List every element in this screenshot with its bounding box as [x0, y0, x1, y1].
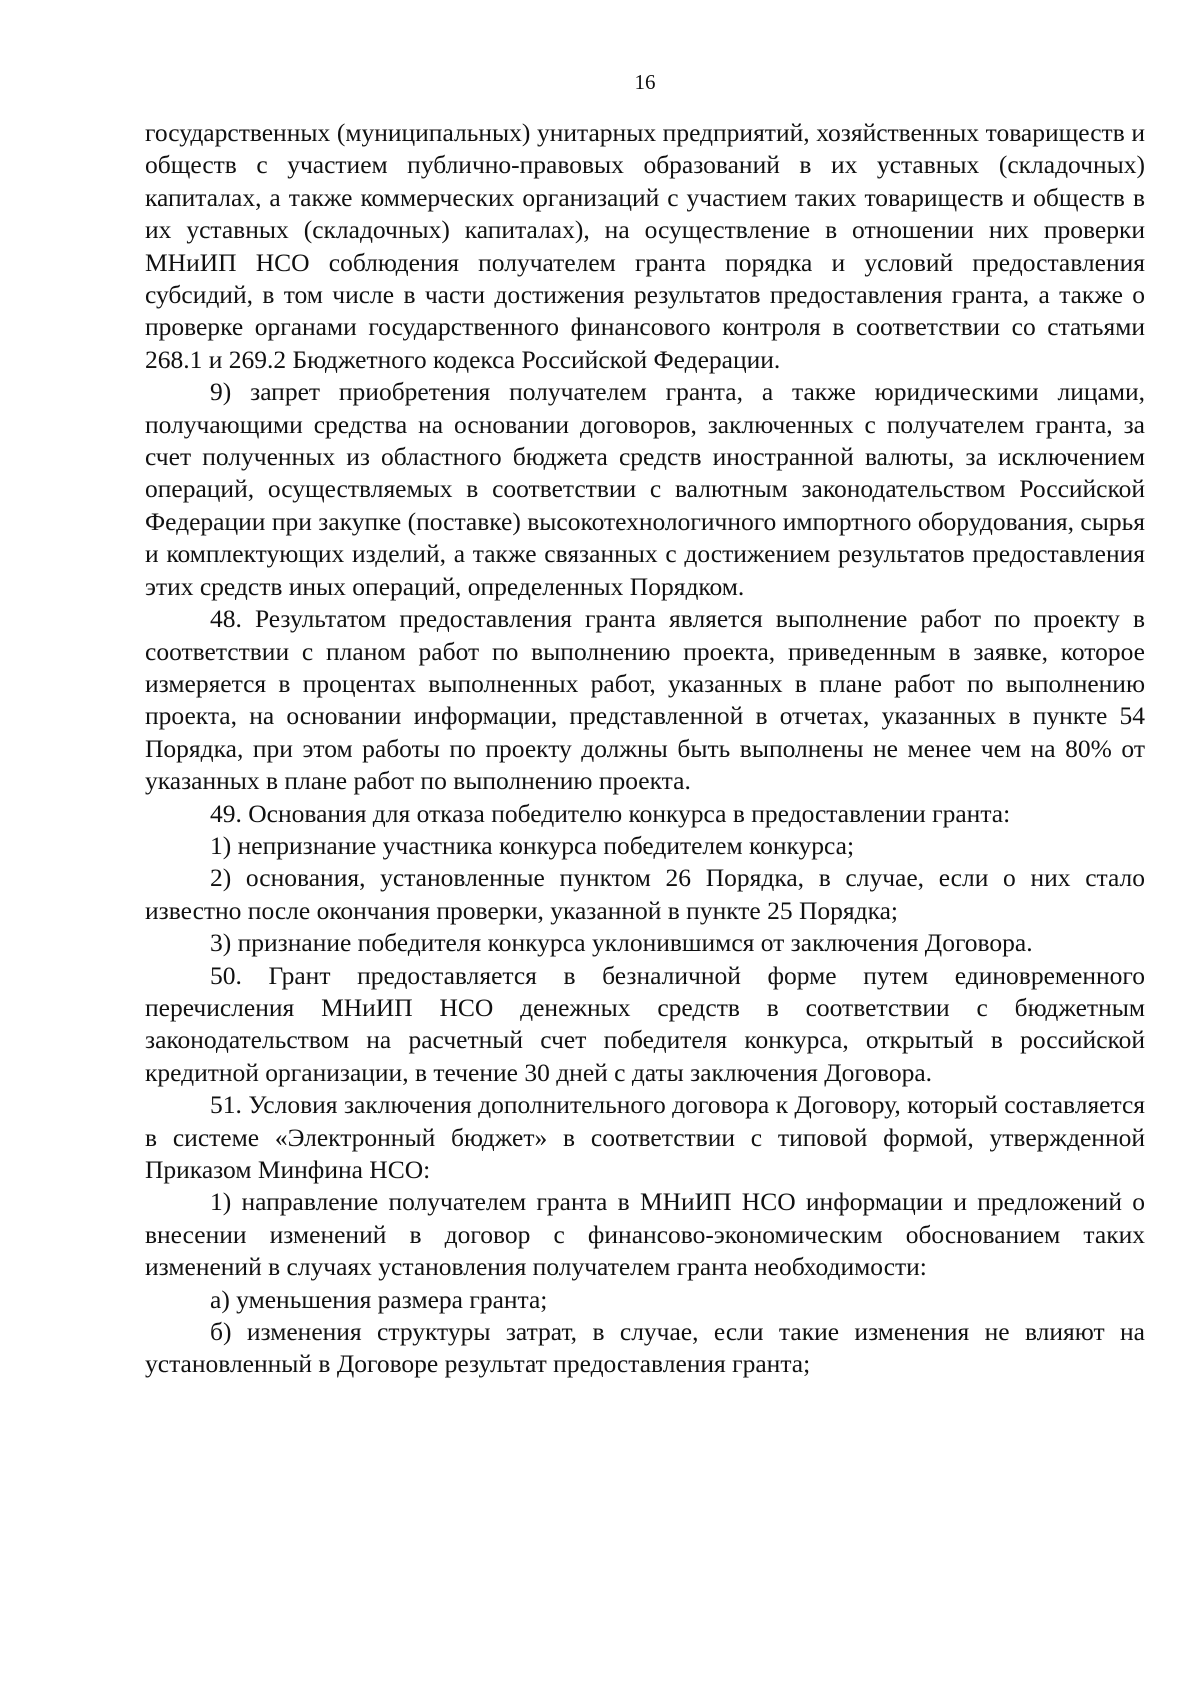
document-body	[145, 117, 1145, 1381]
paragraph-clause-49-item-1: 1) непризнание участника конкурса победителем конкурса;	[210, 830, 855, 860]
paragraph-clause-48: 48. Результатом предоставления гранта является выполнение работ по проекту в соответствии с планом работ по выполнению проекта, приведенным в заявке, которое измеряется в процентах выполненных работ, указанных в плане работ по выполнению проекта, на основании информации, представленной в отчетах, указанных в пункте 54 Порядка, при этом работы по проекту должны быть выполнены не менее чем на 80% от указанных в плане работ по выполнению проекта.	[145, 604, 1145, 796]
paragraph-continuation: государственных (муниципальных) унитарных предприятий, хозяйственных товариществ и обществ с участием публично-правовых образований в их уставных (складочных) капиталах, а также коммерческих организаций с участием таких товариществ и обществ в их уставных (складочных) капиталах), на осуществление в отношении них проверки МНиИП НСО соблюдения получателем гранта порядка и условий предоставления субсидий, в том числе в части достижения результатов предоставления гранта, а также о проверке органами государственного финансового контроля в соответствии со статьями 268.1 и 269.2 Бюджетного кодекса Российской Федерации.	[145, 118, 1145, 374]
paragraph-clause-49-item-3: 3) признание победителя конкурса уклонившимся от заключения Договора.	[210, 928, 1033, 958]
paragraph-clause-51-item-a: а) уменьшения размера гранта;	[210, 1284, 548, 1314]
paragraph-clause-50: 50. Грант предоставляется в безналичной форме путем единовременного перечисления МНиИП НСО денежных средств в соответствии с бюджетным законодательством на расчетный счет победителя конкурса, открытый в российской кредитной организации, в течение 30 дней с даты заключения Договора.	[145, 960, 1145, 1087]
paragraph-clause-49-item-2: 2) основания, установленные пунктом 26 Порядка, в случае, если о них стало известно после окончания проверки, указанной в пункте 25 Порядка;	[145, 863, 1145, 925]
page-number: 16	[634, 70, 656, 94]
paragraph-clause-51-item-b: б) изменения структуры затрат, в случае, если такие изменения не влияют на установленный в Договоре результат предоставления гранта;	[145, 1317, 1145, 1379]
paragraph-clause-51-item-1: 1) направление получателем гранта в МНиИП НСО информации и предложений о внесении изменений в договор с финансово-экономическим обоснованием таких изменений в случаях установления получателем гранта необходимости:	[145, 1187, 1145, 1282]
paragraph-clause-49: 49. Основания для отказа победителю конкурса в предоставлении гранта:	[210, 798, 1011, 828]
paragraph-item-9: 9) запрет приобретения получателем гранта, а также юридическими лицами, получающими средства на основании договоров, заключенных с получателем гранта, за счет полученных из областного бюджета средств иностранной валюты, за исключением операций, осуществляемых в соответствии с валютным законодательством Российской Федерации при закупке (поставке) высокотехнологичного импортного оборудования, сырья и комплектующих изделий, а также связанных с достижением результатов предоставления этих средств иных операций, определенных Порядком.	[145, 377, 1145, 601]
paragraph-clause-51: 51. Условия заключения дополнительного договора к Договору, который составляется в системе «Электронный бюджет» в соответствии с типовой формой, утвержденной Приказом Минфина НСО:	[145, 1090, 1145, 1184]
